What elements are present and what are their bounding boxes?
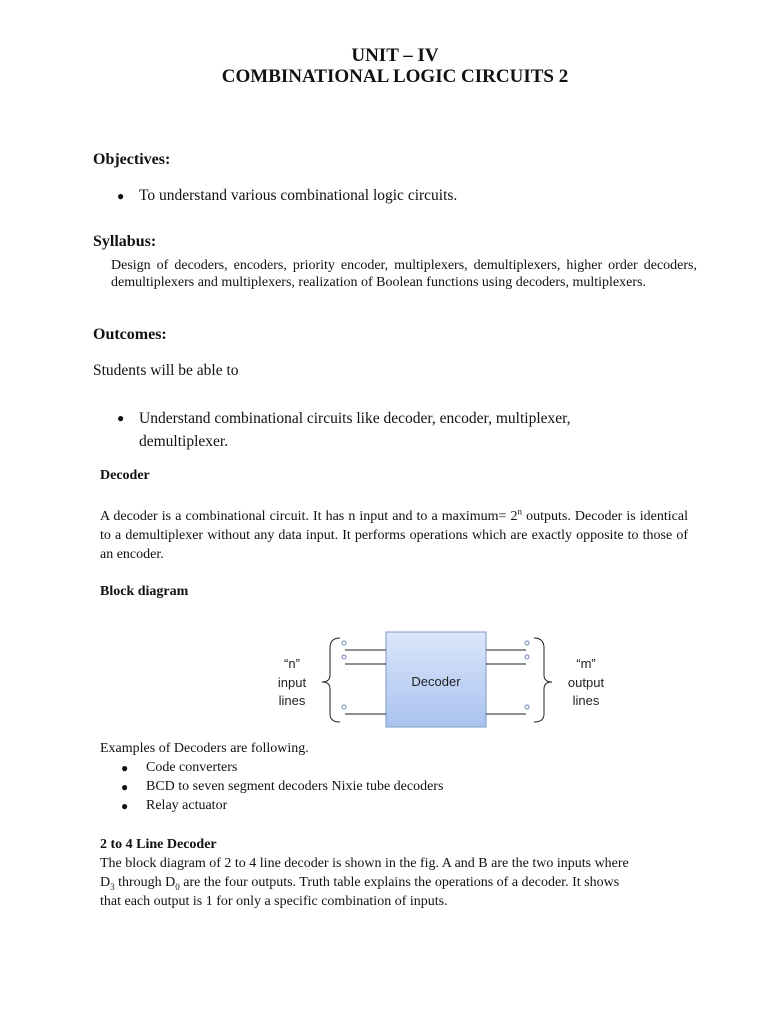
block-diagram-heading: Block diagram xyxy=(100,584,189,599)
unit-heading: UNIT – IV xyxy=(351,45,439,66)
decoder-exponent: n xyxy=(517,506,523,517)
line-decoder-line-1: The block diagram of 2 to 4 line decoder is shown in the fig. A and B are the two inputs where xyxy=(100,856,629,871)
bullet-icon: ● xyxy=(121,761,129,775)
line-decoder-line-2 xyxy=(100,875,700,891)
line-decoder-line-3: that each output is 1 for only a specific combination of inputs. xyxy=(100,894,448,909)
outcomes-heading: Outcomes: xyxy=(93,326,167,343)
line-decoder-text-through: through D xyxy=(114,875,176,890)
line-decoder-sub-3: 3 xyxy=(110,881,115,892)
output-label-output: output xyxy=(567,675,605,690)
line-decoder-heading: 2 to 4 Line Decoder xyxy=(100,837,217,852)
input-label-n: “n” xyxy=(284,656,300,671)
decoder-paragraph xyxy=(100,507,688,564)
objective-item: To understand various combinational logic circuits. xyxy=(139,187,458,204)
decoder-box-label: Decoder xyxy=(411,674,461,689)
line-decoder-text-d: D xyxy=(100,875,111,890)
right-brace xyxy=(534,638,552,722)
syllabus-text: Design of decoders, encoders, priority encoder, multiplexers, demultiplexers, higher order decoders, demultiplexers and multiplexers, realization of Boolean functions using decoders, multiplexers. xyxy=(111,258,697,290)
page-title: COMBINATIONAL LOGIC CIRCUITS 2 xyxy=(221,66,569,87)
left-brace xyxy=(322,638,340,722)
example-item: Code converters xyxy=(146,760,238,775)
example-item: Relay actuator xyxy=(146,798,228,813)
bullet-icon: ● xyxy=(117,411,125,425)
bullet-icon: ● xyxy=(121,780,129,794)
decoder-text-2: outputs. Decoder is identical to a demultiplexer without any data input. It performs operations which are exactly opposite to those of an encoder. xyxy=(100,509,688,562)
examples-intro: Examples of Decoders are following. xyxy=(100,741,309,756)
line-decoder-text-rest: are the four outputs. Truth table explains the operations of a decoder. It shows xyxy=(179,875,620,890)
input-label-input: input xyxy=(277,675,307,690)
input-terminals xyxy=(342,641,346,709)
input-label-lines: lines xyxy=(278,693,306,708)
syllabus-heading: Syllabus: xyxy=(93,233,157,250)
decoder-heading: Decoder xyxy=(100,468,150,483)
bullet-icon: ● xyxy=(121,799,129,813)
objectives-heading: Objectives: xyxy=(93,151,171,168)
output-lines xyxy=(486,650,526,714)
outcome-item: Understand combinational circuits like decoder, encoder, multiplexer, demultiplexer. xyxy=(139,410,571,450)
decoder-block-diagram xyxy=(268,630,618,730)
example-item: BCD to seven segment decoders Nixie tube decoders xyxy=(146,779,444,794)
input-lines xyxy=(345,650,386,714)
output-terminals xyxy=(525,641,529,709)
outcomes-intro: Students will be able to xyxy=(93,362,239,379)
line-decoder-sub-0: 0 xyxy=(175,881,180,892)
output-label-lines: lines xyxy=(572,693,600,708)
output-label-m: “m” xyxy=(576,656,596,671)
decoder-text-1: A decoder is a combinational circuit. It has n input and to a maximum= 2 xyxy=(100,509,518,524)
bullet-icon: ● xyxy=(117,189,125,203)
